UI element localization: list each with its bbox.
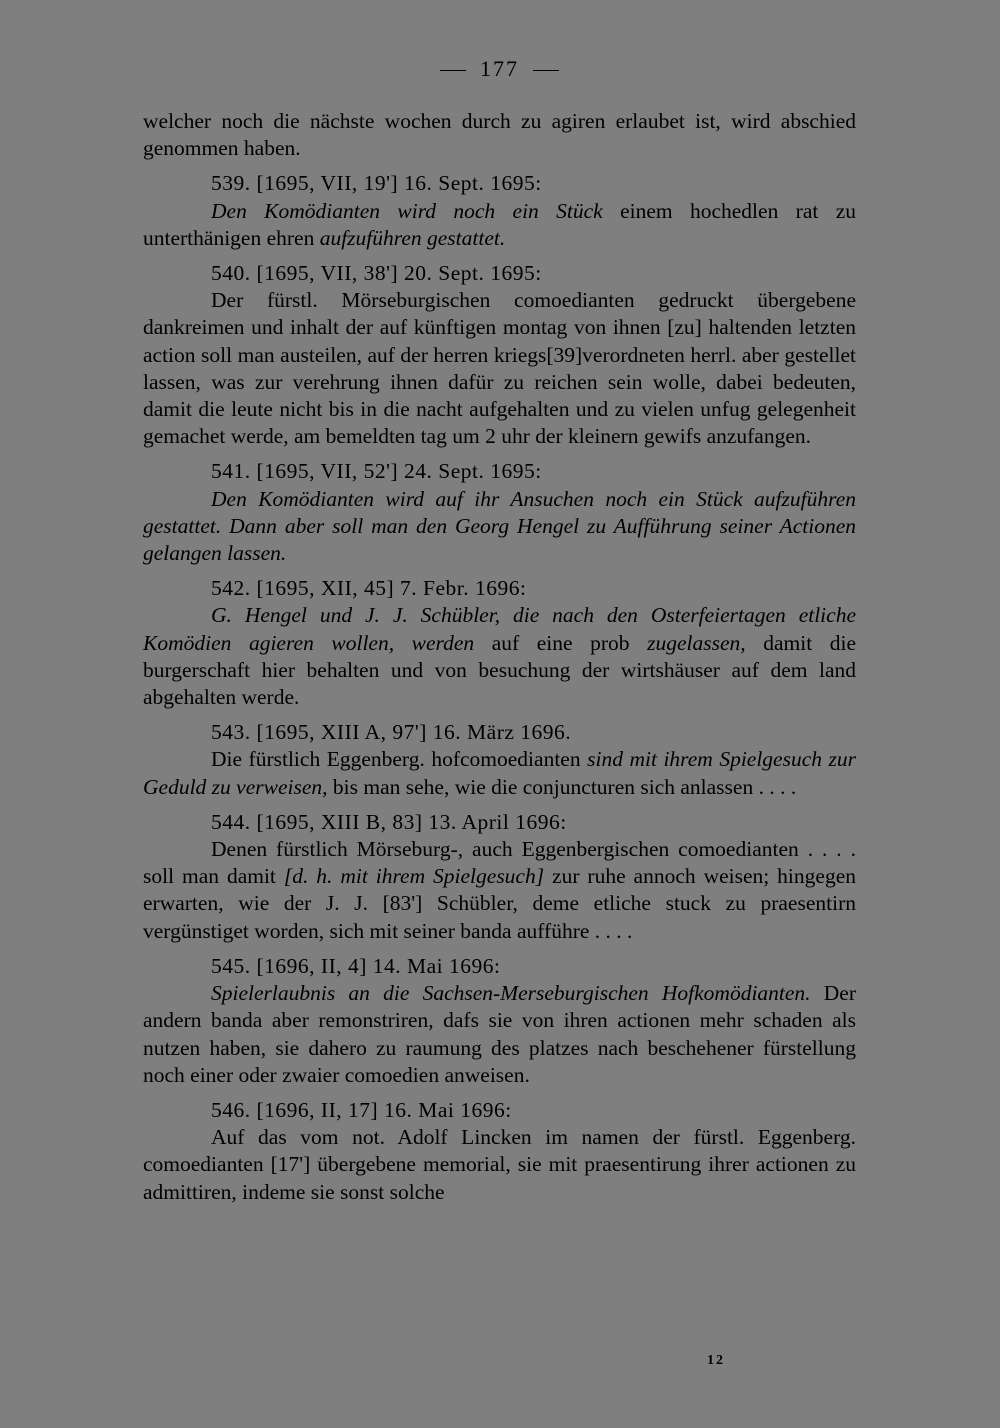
text-segment: 546. [1696, II, 17] 16. Mai 1696: — [211, 1097, 512, 1122]
document-text — [143, 108, 856, 1206]
header-dash-right — [533, 70, 559, 71]
entry-heading — [211, 458, 856, 485]
entry-paragraph — [143, 746, 856, 800]
page-header — [143, 56, 856, 82]
text-segment: damit die burgerschaft hier behalten und von besuchung der wirtshäuser auf dem land abgehalten werde. — [143, 630, 856, 710]
italic-text: aufzuführen gestattet. — [319, 225, 506, 250]
italic-text: Den Komödianten wird noch ein Stück — [211, 198, 603, 223]
italic-text: zugelassen, — [647, 630, 746, 655]
entry-heading — [211, 1097, 856, 1124]
entry-heading — [211, 170, 856, 197]
text-segment: Der andern banda aber remonstriren, dafs sie von ihren actionen mehr schaden als nutzen haben, sie dahero zu raumung des platzes nach beschehener fürstellung noch einer oder zwaier comoedien anweisen. — [143, 981, 856, 1087]
entry-paragraph — [143, 836, 856, 945]
entry-paragraph — [143, 287, 856, 450]
text-segment: zur ruhe annoch weisen; hingegen erwarten, wie der J. J. [83'] Schübler, deme etliche stuck zu praesentirn vergünstiget worden, sich mit seiner banda aufführe . . . . — [143, 864, 856, 943]
italic-text: Den Komödianten wird auf ihr Ansuchen noch ein Stück aufzuführen gestattet. Dann aber soll man den Georg Hengel zu Aufführung seiner Actionen gelangen lassen. — [143, 486, 856, 566]
text-segment: Der fürstl. Mörseburgischen comoedianten gedruckt übergebene dankreimen und inhalt der auf künftigen montag von ihnen [zu] haltenden letzten action soll man austeilen, auf der herren kriegs[39]verordneten herrl. aber gestellet lassen, was zur verehrung ihnen dafür zu reichen sein wolle, dabei bedeuten, damit die leute nicht bis in die nacht aufgehalten und zu vielen unfug gelegenheit gemachet werde, am bemeldten tag um 2 uhr der kleinern gewifs anzufangen. — [143, 288, 856, 449]
text-segment: Denen fürstlich Mörseburg-, auch Eggenbergischen comoedianten . . . . soll man damit — [143, 837, 856, 889]
page-number: 177 — [480, 56, 519, 81]
entry-paragraph — [143, 108, 856, 162]
header-dash-left — [440, 70, 466, 71]
italic-text: Spielerlaubnis an die Sachsen-Merseburgischen Hofkomödianten. — [211, 981, 811, 1006]
text-segment: Die fürstlich Eggenberg. hofcomoedianten — [211, 747, 588, 772]
entry-paragraph — [143, 1124, 856, 1206]
text-segment: 540. [1695, VII, 38'] 20. Sept. 1695: — [211, 261, 542, 286]
text-segment: 541. [1695, VII, 52'] 24. Sept. 1695: — [211, 459, 542, 484]
entry-paragraph — [143, 486, 856, 568]
italic-text: sind mit ihrem Spielgesuch zur Geduld zu verweisen, — [143, 747, 856, 799]
entry-paragraph — [143, 980, 856, 1089]
entry-heading — [211, 260, 856, 287]
entry-paragraph — [143, 198, 856, 252]
entry-heading — [211, 719, 856, 746]
entry-paragraph — [143, 602, 856, 711]
text-segment: auf eine prob — [474, 630, 648, 655]
text-segment: 544. [1695, XIII B, 83] 13. April 1696: — [211, 809, 567, 834]
text-segment: 542. [1695, XII, 45] 7. Febr. 1696: — [211, 576, 527, 601]
text-segment: Auf das vom not. Adolf Lincken im namen der fürstl. Eggenberg. comoedianten [17'] übergebene memorial, sie mit praesentirung ihrer actionen zu admittiren, indeme sie sonst solche — [143, 1125, 856, 1204]
italic-text: G. Hengel und J. J. Schübler, die nach den Osterfeiertagen etliche Komödien agieren wollen, werden — [143, 603, 856, 655]
text-segment: 539. [1695, VII, 19'] 16. Sept. 1695: — [211, 171, 542, 196]
printer-signature-mark: 12 — [707, 1353, 725, 1368]
text-segment: einem hochedlen rat zu unterthänigen ehren — [143, 198, 856, 250]
text-segment: 543. [1695, XIII A, 97'] 16. März 1696. — [211, 720, 572, 745]
entry-heading — [211, 575, 856, 602]
entry-heading — [211, 953, 856, 980]
text-segment: 545. [1696, II, 4] 14. Mai 1696: — [211, 953, 501, 978]
italic-text: [d. h. mit ihrem Spielgesuch] — [283, 864, 545, 889]
text-segment: welcher noch die nächste wochen durch zu agiren erlaubet ist, wird abschied genommen haben. — [143, 109, 856, 161]
entry-heading — [211, 809, 856, 836]
text-segment: bis man sehe, wie die conjuncturen sich anlassen . . . . — [327, 774, 797, 799]
